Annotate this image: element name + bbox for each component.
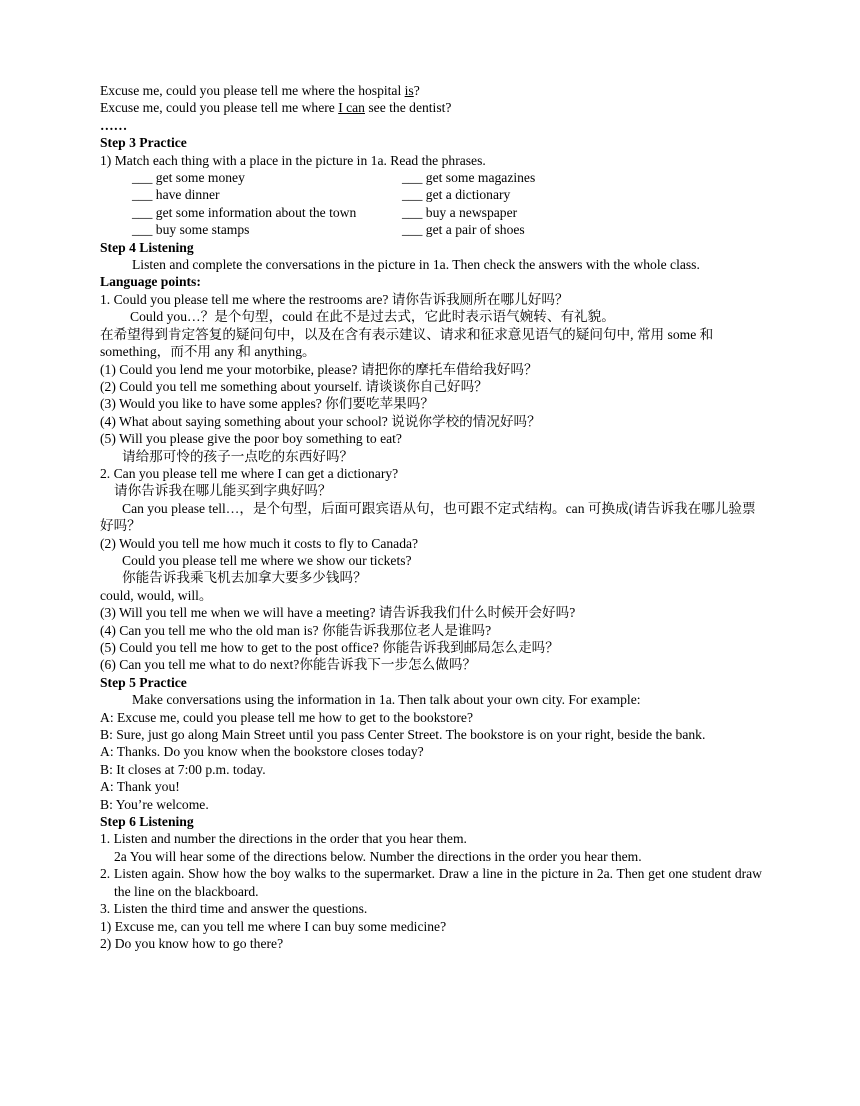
phrase-row: ___ have dinner ___ get a dictionary: [132, 187, 511, 203]
dialogue-line: A: Excuse me, could you please tell me how to get to the bookstore?: [100, 709, 473, 725]
example-4: (4) What about saying something about your school? 说说你学校的情况好吗？: [100, 413, 541, 429]
step6-item-1-sub: 2a You will hear some of the directions below. Number the directions in the order you hear them.: [114, 848, 642, 864]
step6-item-1: 1. Listen and number the directions in the order that you hear them.: [100, 831, 467, 847]
dialogue-line: B: It closes at 7:00 p.m. today.: [100, 761, 266, 777]
point-2-note: Can you please tell…，是个句型，后面可跟宾语从句，也可跟不定式结构。can 可换成(请告诉我在哪儿验票好吗？: [100, 500, 756, 534]
step3-instruction: 1) Match each thing with a place in the picture in 1a. Read the phrases.: [100, 152, 486, 168]
point-2-example-4: (4) Can you tell me who the old man is? 你能告诉我那位老人是谁吗?: [100, 622, 492, 638]
point-2-example-2a: Could you please tell me where we show our tickets?: [122, 552, 412, 568]
question-2: 2) Do you know how to go there?: [100, 935, 284, 951]
example-3: (3) Would you like to have some apples? 你们要吃苹果吗？: [100, 396, 434, 412]
dialogue-line: A: Thank you!: [100, 779, 180, 795]
step3-heading: Step 3 Practice: [100, 135, 187, 151]
sentence-hospital: Excuse me, could you please tell me where the hospital is?: [100, 83, 420, 98]
step6-item-3: 3. Listen the third time and answer the questions.: [100, 901, 368, 917]
step4-text: Listen and complete the conversations in the picture in 1a. Then check the answers with the whole class.: [132, 257, 700, 273]
phrase-row: ___ get some information about the town ___ buy a newspaper: [132, 204, 518, 220]
point-2: 2. Can you please tell me where I can get a dictionary?: [100, 465, 399, 481]
point-2-example-2b: 你能告诉我乘飞机去加拿大要多少钱吗？: [122, 570, 367, 586]
example-2: (2) Could you tell me something about yourself. 请谈谈你自己好吗？: [100, 378, 488, 394]
sentence-dentist: Excuse me, could you please tell me where I can see the dentist?: [100, 100, 452, 116]
document-page: [100, 82, 762, 952]
point-2-translation: 请你告诉我在哪儿能买到字典好吗？: [114, 483, 332, 499]
language-points-heading: Language points:: [100, 274, 201, 290]
dialogue-line: B: You’re welcome.: [100, 796, 209, 812]
point-1: 1. Could you please tell me where the restrooms are? 请你告诉我厕所在哪儿好吗？: [100, 291, 569, 307]
step6-heading: Step 6 Listening: [100, 814, 194, 830]
step5-heading: Step 5 Practice: [100, 674, 187, 690]
modal-verbs: could, would, will。: [100, 587, 213, 603]
question-1: 1) Excuse me, can you tell me where I can buy some medicine?: [100, 918, 447, 934]
example-5-translation: 请给那可怜的孩子一点吃的东西好吗？: [122, 448, 354, 464]
point-2-example-6: (6) Can you tell me what to do next?你能告诉我下一步怎么做吗？: [100, 657, 477, 673]
point-1-note: Could you…？是个句型，could 在此不是过去式，它此时表示语气婉转、有礼貌。: [130, 309, 615, 325]
phrase-row: ___ buy some stamps ___ get a pair of shoes: [132, 222, 525, 238]
step6-item-2: 2. Listen again. Show how the boy walks to the supermarket. Draw a line in the picture in 2a. Then get one student draw the line on the blackboard.: [100, 866, 762, 899]
point-2-example-3: (3) Will you tell me when we will have a meeting? 请告诉我我们什么时候开会好吗?: [100, 605, 576, 621]
example-1: (1) Could you lend me your motorbike, please? 请把你的摩托车借给我好吗？: [100, 361, 538, 377]
dialogue-line: A: Thanks. Do you know when the bookstore closes today?: [100, 744, 424, 760]
ellipsis: ……: [100, 117, 128, 133]
step4-heading: Step 4 Listening: [100, 239, 194, 255]
example-5: (5) Will you please give the poor boy something to eat?: [100, 431, 402, 447]
dialogue-line: B: Sure, just go along Main Street until you pass Center Street. The bookstore is on your right, beside the bank.: [100, 727, 706, 743]
point-2-example-2: (2) Would you tell me how much it costs to fly to Canada?: [100, 535, 419, 551]
step5-intro: Make conversations using the information in 1a. Then talk about your own city. For example:: [132, 692, 641, 708]
phrase-row: ___ get some money ___ get some magazines: [132, 170, 536, 186]
point-1-explanation: 在希望得到肯定答复的疑问句中，以及在含有表示建议、请求和征求意见语气的疑问句中, 常用 some 和 something，而不用 any 和 anything。: [100, 326, 714, 360]
point-2-example-5: (5) Could you tell me how to get to the post office? 你能告诉我到邮局怎么走吗？: [100, 640, 559, 655]
